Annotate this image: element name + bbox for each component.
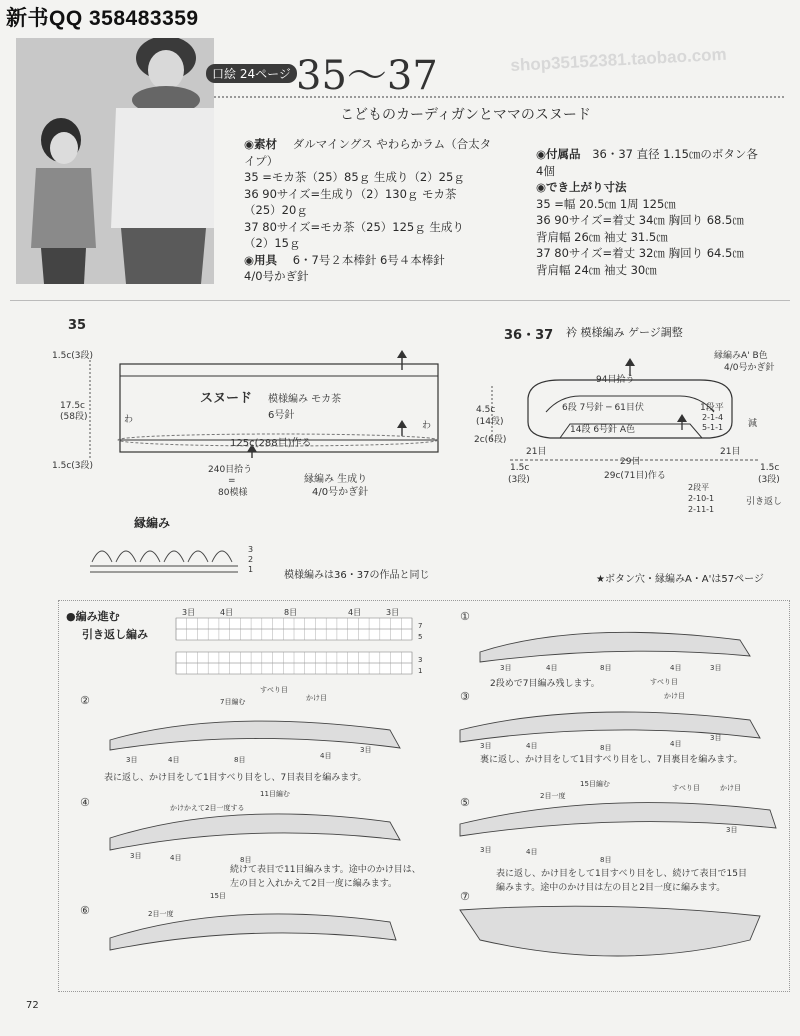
collar-back: 引き返し [746,497,783,507]
finished-line: 37 80サイズ=着丈 32㎝ 胸回り 64.5㎝ [536,246,744,260]
snood-top-label: 1.5c(3段) [52,351,94,361]
step-number: ⑦ [460,890,470,903]
snood-title: スヌード [200,391,253,406]
finished-heading: ◉でき上がり寸法 [536,180,627,194]
step-label: 3目 [130,852,142,860]
collar-left-h2: 2c(6段) [474,435,507,445]
snood-rep: 80模様 [218,488,248,498]
model-photo [16,38,214,284]
chart-row: 1 [418,667,423,675]
step-label: 4目 [670,740,682,748]
step-label: かけ目 [664,692,685,700]
snood-width: 125c(288目)作る [230,438,312,449]
edge-row-2: 2 [248,555,254,564]
project-number: 35〜37 [296,53,438,99]
snood-hook: 4/0号かぎ針 [312,487,369,498]
step-number: ① [460,610,470,623]
collar-rm: 1.5c [760,463,780,473]
step-caption: 2段めで7目編み残します。 [490,679,600,689]
collar-note2: 2-1-4 [702,413,724,422]
accessories-line: 4個 [536,163,555,178]
materials-line: イプ） [244,153,279,168]
edge-row-1: 1 [248,565,254,574]
step-label: かけ目 [306,694,327,702]
collar-section-number: 36・37 [504,328,554,343]
page-number: 72 [26,1000,39,1011]
snood-mid-rows: (58段) [60,412,88,422]
step-label: すべり目 [672,784,700,792]
snood-wa-left: わ [124,415,134,425]
collar-note1: 1段平 [700,403,724,413]
collar-reduce: 減 [748,419,758,429]
collar-left-rows: (14段) [476,417,504,427]
collar-cast: 29c(71目)作る [604,471,666,481]
finished-line: 背肩幅 26㎝ 袖丈 31.5㎝ [536,229,668,244]
step-label: 3目 [710,664,722,672]
step-label: 4目 [320,752,332,760]
snood-edge: 縁編み 生成り [304,474,368,485]
step-number: ⑥ [80,904,90,917]
materials-block [244,136,514,285]
step-label: 3目 [480,742,492,750]
tools-line: 4/0号かぎ針 [244,269,309,283]
chart-label: 8目 [284,608,298,617]
step-label: 3目 [360,746,372,754]
chart-row: 7 [418,622,423,630]
step-caption: 表に返し、かけ目をして1目すべり目をし、7目表目を編みます。 [104,773,367,783]
collar-bnote3: 2-11-1 [688,505,715,514]
collar-reference: ★ボタン穴・縁編みA・A'は57ページ [596,574,764,585]
collar-bnote2: 2-10-1 [688,494,715,503]
edge-chart-title: 縁編み [134,516,171,530]
snood-eq: = [228,476,236,486]
collar-stitches: 29目 [620,457,641,467]
step-label: 3目 [726,826,738,834]
step-label: 15目 [210,892,226,900]
step-label: 4目 [170,854,182,862]
step-number: ④ [80,796,90,809]
collar-left-h: 4.5c [476,405,496,415]
snood-diagram [50,340,470,510]
step-caption: 編みます。途中のかけ目は左の目と2目一度に編みます。 [496,883,726,893]
snood-wa-right: わ [422,421,432,431]
tools-heading: ◉用具 [244,252,278,267]
page-reference-tag: 口絵 24ページ [206,64,297,83]
collar-bnote1: 2段平 [688,483,710,492]
step-label: 3目 [710,734,722,742]
collar-rm2: (3段) [758,475,780,485]
collar-row2: 14段 6号針 A色 [570,425,636,435]
materials-line: ダルマイングス やわらかラム（合太タ [292,137,492,151]
edge-chart-note: 模様編みは36・37の作品と同じ [284,570,430,581]
step-label: かけ目 [720,784,741,792]
step-label: 2目一度 [148,910,174,918]
chart-row: 5 [418,633,423,641]
step-label: 8目 [600,664,612,672]
snood-needle: 6号針 [268,410,295,421]
snood-cast: 240目拾う [208,465,253,475]
step-illustrations [60,600,788,995]
project-subtitle: こどものカーディガンとママのスヌード [340,107,591,123]
materials-heading: ◉素材 [244,137,278,151]
finished-line: 背肩幅 24㎝ 袖丈 30㎝ [536,262,657,277]
snood-mid-label: 17.5c [60,401,85,411]
snood-bot-label: 1.5c(3段) [52,461,94,471]
collar-edge: 縁編みA' B色 [714,351,768,361]
step-caption: 続けて表目で11目編みます。途中のかけ目は、 [230,865,421,875]
step-label: 3目 [500,664,512,672]
step-label: 7目編む [220,698,246,706]
collar-l21: 21目 [526,447,547,457]
chart-label: 3目 [386,608,400,617]
step-caption: 裏に返し、かけ目をして1目すべり目をし、7目裏目を編みます。 [480,755,743,765]
collar-lm2: (3段) [508,475,530,485]
step-number: ② [80,694,90,707]
materials-line: 35 =モカ茶（25）85ｇ 生成り（2）25ｇ [244,170,465,184]
materials-line: 36 90サイズ=生成り（2）130ｇ モカ茶 [244,186,457,201]
tools-line: 6・7号２本棒針 6号４本棒針 [292,252,445,267]
finished-line: 35 =幅 20.5㎝ 1周 125㎝ [536,196,676,211]
step-label: 11目編む [260,790,290,798]
watermark-shop: shop35152381.taobao.com [510,44,728,75]
step-label: 3目 [480,846,492,854]
step-label: かけかえて2目一度する [170,804,245,812]
edge-chart [88,532,278,576]
materials-line: 37 80サイズ=モカ茶（25）125ｇ 生成り [244,219,464,234]
tutorial-title: ●編み進む [66,610,120,623]
step-label: 8目 [234,756,246,764]
title-divider [214,96,784,98]
chart-label: 4目 [348,608,362,617]
collar-note3: 5-1-1 [702,423,724,432]
step-label: 15目編む [580,780,610,788]
tutorial-title-2: 引き返し編み [82,628,148,641]
chart-label: 4目 [220,608,234,617]
step-number: ③ [460,690,470,703]
photo-silhouettes [16,38,214,284]
collar-hook: 4/0号かぎ針 [724,363,775,373]
accessories-line: 36・37 直径 1.15㎝のボタン各 [592,147,758,161]
step-number: ⑤ [460,796,470,809]
step-label: 8目 [240,856,252,864]
collar-diagram [470,340,795,520]
step-label: 4目 [670,664,682,672]
accessories-heading: ◉付属品 [536,147,581,161]
chart-row: 3 [418,656,423,664]
step-label: 4目 [546,664,558,672]
snood-section-number: 35 [68,318,87,333]
watermark-qq: 新书QQ 358483359 [6,7,199,30]
snood-pattern: 模様編み モカ茶 [268,394,342,405]
step-caption: 表に返し、かけ目をして1目すべり目をし、続けて表目で15目 [496,869,747,879]
section-divider [10,300,790,301]
step-label: 4目 [526,848,538,856]
materials-line: （25）20ｇ [244,203,308,217]
edge-row-3: 3 [248,545,254,554]
finished-line: 36 90サイズ=着丈 34㎝ 胸回り 68.5㎝ [536,213,744,227]
materials-line: （2）15ｇ [244,236,301,250]
step-label: すべり目 [260,686,288,694]
collar-r21: 21目 [720,447,741,457]
collar-title: 衿 模様編み ゲージ調整 [566,326,683,339]
collar-lm: 1.5c [510,463,530,473]
finishing-block [536,146,796,278]
collar-row1: 6段 7号針 ─ 61目伏 [562,403,644,413]
chart-label: 3目 [182,608,196,617]
step-label: 3目 [126,756,138,764]
collar-pick: 94目拾う [596,375,635,385]
step-caption: 左の目と入れかえて2目一度に編みます。 [230,879,398,889]
step-label: 8目 [600,856,612,864]
step-label: 2目一度 [540,792,566,800]
step-label: 4目 [168,756,180,764]
step-label: 4目 [526,742,538,750]
step-label: すべり目 [650,678,678,686]
step-label: 8目 [600,744,612,752]
